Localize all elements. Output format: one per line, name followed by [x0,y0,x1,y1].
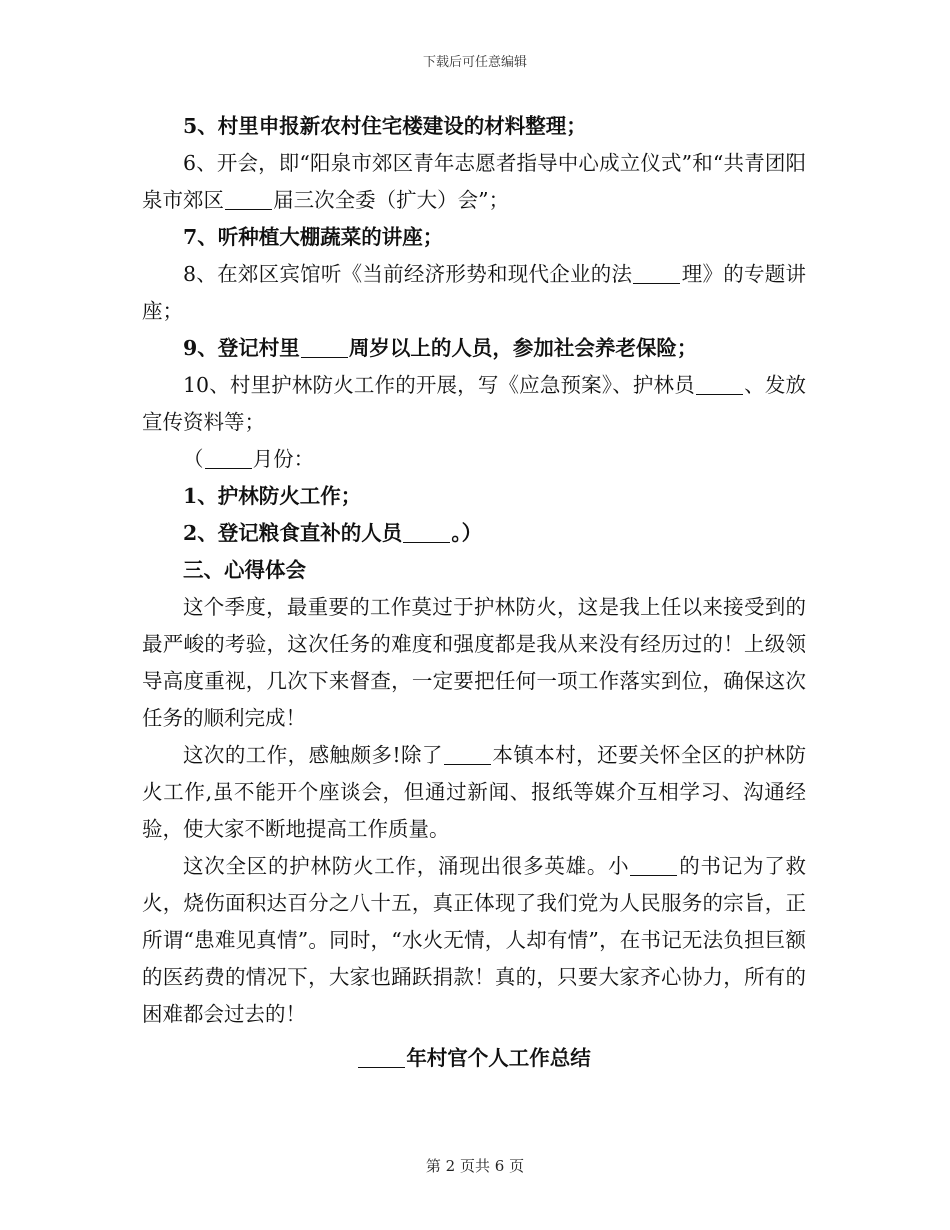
blank [205,448,252,470]
paragraph-3 [142,848,806,1033]
page-footer: 第 2 页共 6 页 [425,1157,525,1175]
paragraph-2-text-b: 本镇本村，还要关怀全区的护林防火工作,虽不能开个座谈会，但通过新闻、报纸等媒介互相学习、沟通经验，使大家不断地提高工作质量。 [142,743,806,841]
month-heading-text: 月份： [252,447,315,471]
month-item-1: 1、护林防火工作； [183,484,362,508]
item-9-text-a: 9、登记村里 [183,336,300,360]
item-8 [142,256,806,330]
paragraph-1: 这个季度，最重要的工作莫过于护林防火，这是我上任以来接受到的最严峻的考验，这次任务的难度和强度都是我从来没有经历过的！上级领导高度重视，几次下来督查，一定要把任何一项工作落实到位，确保这次任务的顺利完成！ [142,595,806,730]
item-10-text-b: 、发放宣传资料等； [142,373,806,434]
blank [301,337,348,359]
item-7: 7、听种植大棚蔬菜的讲座； [183,225,444,249]
page-header: 下载后可任意编辑 [422,55,527,70]
month-item-2-text-b: 。） [451,521,483,545]
item-8-text-b: 理》的专题讲座； [142,262,807,323]
blank [358,1047,405,1069]
item-10 [142,367,806,441]
paragraph-2 [142,737,806,848]
blank [630,855,677,877]
paragraph-3-text-b: 的书记为了救火，烧伤面积达百分之八十五，真正体现了我们党为人民服务的宗旨，正所谓“患难见真情”。同时，“水火无情，人却有情”，在书记无法负担巨额的医药费的情况下，大家也踊跃捐款！真的，只要大家齐心协力，所有的困难都会过去的！ [142,854,807,1026]
section-heading: 三、心得体会 [183,558,306,582]
document-body [142,108,806,1077]
paragraph-2-text-a: 这次的工作，感触颇多!除了 [183,743,443,767]
item-6-text-a: 6、开会，即“阳泉市郊区青年志愿者指导中心成立仪式”和“共青团阳泉市郊区 [142,151,806,212]
month-item-2 [142,515,806,552]
blank [444,744,491,766]
next-section-title-text: 年村官个人工作总结 [406,1046,591,1070]
item-6 [142,145,806,219]
item-5: 5、村里申报新农村住宅楼建设的材料整理； [183,114,587,138]
month-heading [142,441,806,478]
item-6-text-b: 届三次全委（扩大）会”； [273,188,510,212]
item-9 [142,330,806,367]
month-heading-open: （ [183,447,204,471]
month-item-2-text-a: 2、登记粮食直补的人员 [183,521,403,545]
paragraph-3-text-a: 这次全区的护林防火工作，涌现出很多英雄。小 [183,854,630,878]
blank [225,189,272,211]
next-section-title [142,1040,806,1077]
item-8-text-a: 8、在郊区宾馆听《当前经济形势和现代企业的法 [183,262,633,286]
item-9-text-b: 周岁以上的人员，参加社会养老保险； [348,336,698,360]
blank [633,263,680,285]
blank [696,374,743,396]
blank [403,522,450,544]
item-10-text-a: 10、村里护林防火工作的开展，写《应急预案》、护林员 [183,373,695,397]
